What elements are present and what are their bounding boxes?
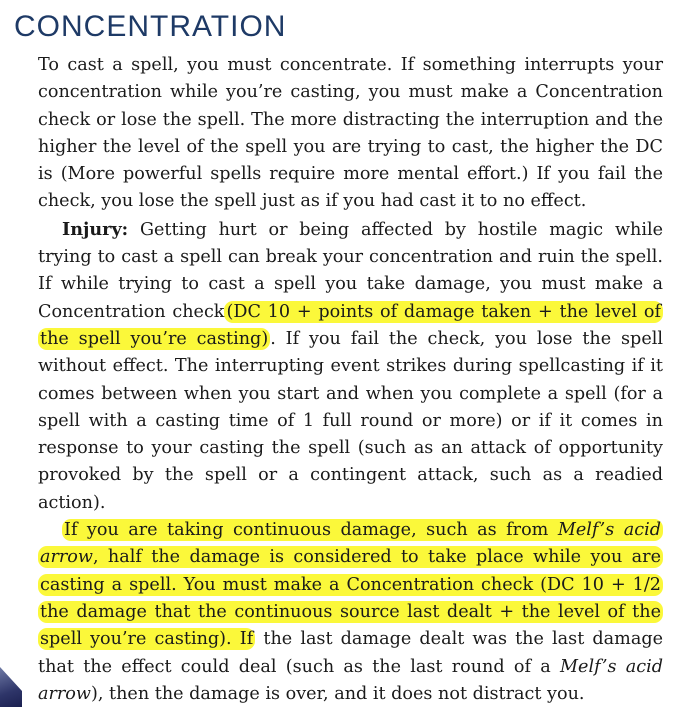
body-text <box>38 52 663 708</box>
injury-text-2: . If you fail the check, you lose the spell without effect. The interrupting event strikes during spellcasting if it comes between when you start and when you complete a spell (for a spell with a casting time of 1 full round or more) or if it comes in response to your casting the spell (such as an attack of opportunity provoked by the spell or a contingent attack, such as a readied action). <box>38 328 663 513</box>
paragraph-injury <box>38 216 663 517</box>
section-heading: CONCENTRATION <box>14 10 287 43</box>
highlight-dc-formula: (DC 10 + points of damage taken + the level of the spell you’re casting) <box>40 301 661 349</box>
paragraph-intro: To cast a spell, you must concentrate. If something interrupts your concentration while you’re casting, you must make a Concentration check or lose the spell. The more distracting the interruption and the higher the level of the spell you are trying to cast, the higher the DC is (More powerful spells require more mental effort.) If you fail the check, you lose the spell just as if you had cast it to no effect. <box>38 55 663 212</box>
continuous-text-c: the last damage dealt was the last damage that the effect could deal (such as the last round of a <box>38 629 664 677</box>
spell-name-italic-2: Melf’s acid arrow <box>38 656 663 704</box>
injury-text-1: Getting hurt or being affected by hostile magic while trying to cast a spell can break your concentration and ruin the spell. If while trying to cast a spell you take damage, you must make a Concentration check <box>38 219 663 322</box>
continuous-text-b: , half the damage is considered to take place while you are casting a spell. You must make a Concentration check (DC 10 + 1/2 the damage that the continuous source last dealt + the level of the spell you’re casting). If <box>40 547 661 650</box>
spell-name-italic: Melf’s acid arrow <box>40 520 661 568</box>
paragraph-continuous-damage <box>38 517 663 708</box>
continuous-text-a: If you are taking continuous damage, such as from <box>64 520 558 541</box>
decorative-corner <box>0 667 22 707</box>
continuous-text-d: ), then the damage is over, and it does not distract you. <box>90 683 585 704</box>
injury-label: Injury: <box>62 218 129 240</box>
